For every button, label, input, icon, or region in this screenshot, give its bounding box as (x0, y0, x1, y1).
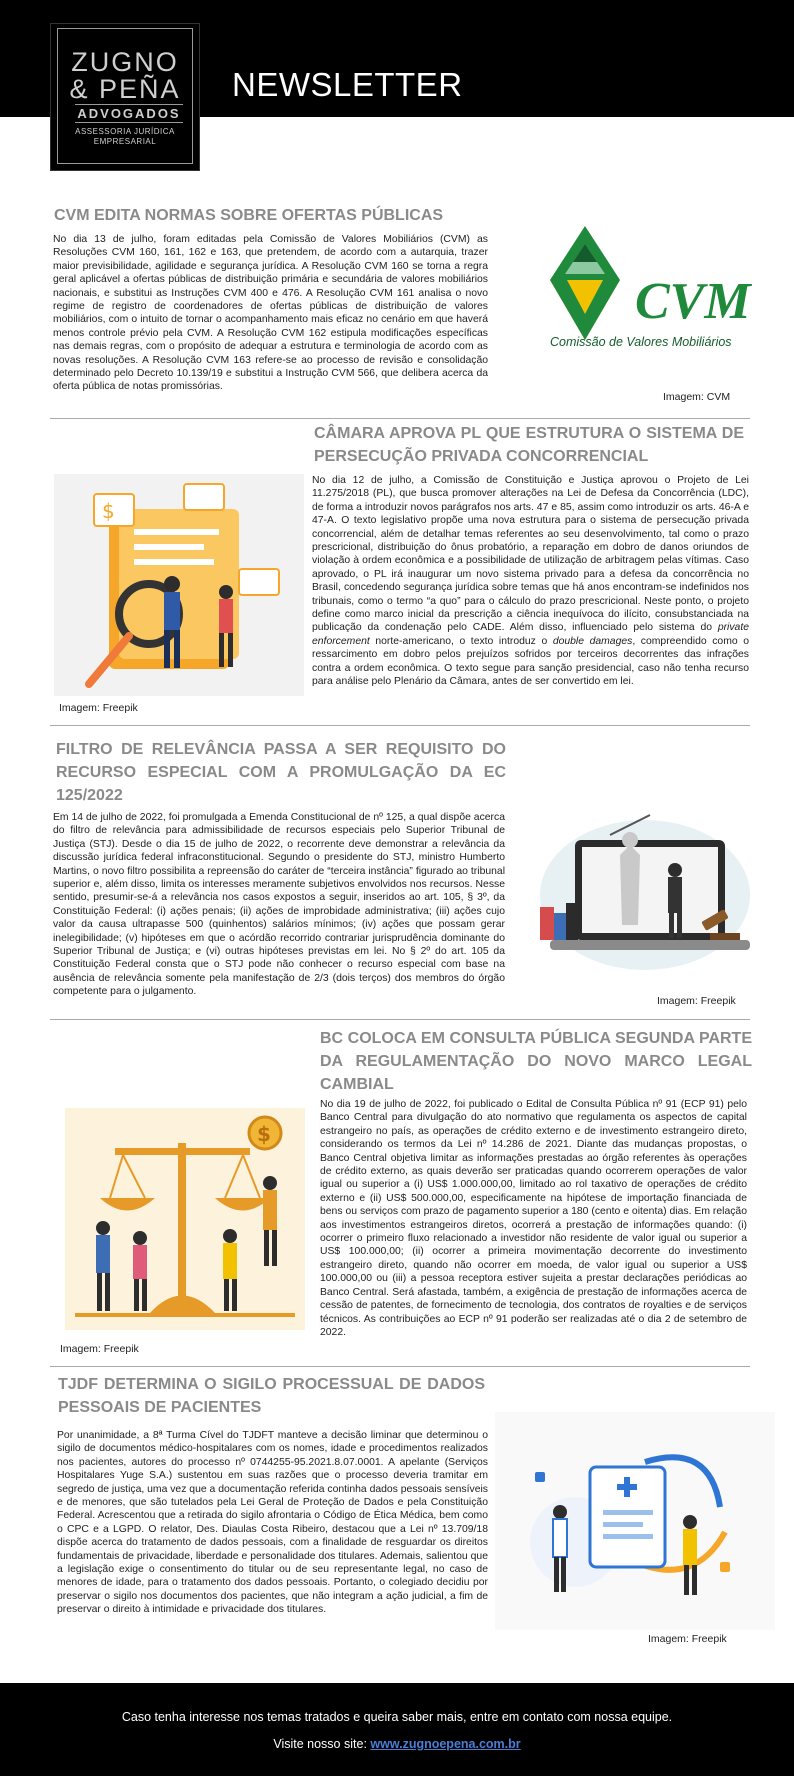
article-2-body-italic-1: private enforcement (312, 622, 749, 647)
article-5-body: Por unanimidade, a 8ª Turma Cível do TJDFT manteve a decisão liminar que determinou o sigilo de documentos médico-hospitalares com os nomes, idade e procedimentos realizados nos pacientes, autores do processo nº 0744255-95.2021.8.07.0001. A apelante (Serviços Hospitalares Yuge S.A.) sustentou em suas razões que o processo deveria tramitar em segredo de justiça, uma vez que a documentação referida continha dados pessoais sensíveis e de menores, que são tutelados pela Lei Geral de Proteção de Dados e pela Constituição Federal. Acrescentou que a retirada do sigilo afrontaria o Código de Ética Médica, bem como o CPC e a LGPD. O relator, Des. Diaulas Costa Ribeiro, destacou que a Lei nº 13.709/18 dispõe acerca do tratamento de dados pessoais, com a finalidade de resguardar os direitos fundamentais de privacidade, liberdade e personalidade dos titulares. Ademais, salientou que a legislação exige o consentimento do titular ou de seu representante legal, no caso de menores de idade, para o tratamento dos dados pessoais. Portanto, o colegiado decidiu por preservar o sigilo nos documentos dos pacientes, que não integram a ação judicial, a fim de preservar o direito à intimidade e privacidade dos titulares. (57, 1430, 488, 1616)
balance-scale-icon (65, 1108, 305, 1330)
article-4-title: BC COLOCA EM CONSULTA PÚBLICA SEGUNDA PARTE DA REGULAMENTAÇÃO DO NOVO MARCO LEGAL CAMBIAL (320, 1030, 752, 1093)
footer-site-prefix: Visite nosso site: (273, 1737, 371, 1751)
documents-magnifier-icon (54, 474, 304, 696)
competition-law-illustration (54, 474, 304, 696)
footer-site-line (0, 1737, 794, 1751)
cvm-logo-icon (545, 222, 760, 357)
article-3-body: Em 14 de julho de 2022, foi promulgada a Emenda Constitucional de nº 125, a qual dispõe acerca do filtro de relevância para admissibilidade de recursos especiais pelo Superior Tribunal de Justiça (STJ). Desde o dia 15 de julho de 2022, o recorrente deve demonstrar a relevância da discussão jurídica federal infraconstitucional. Segundo o presidente do STJ, ministro Humberto Martins, o novo filtro possibilita a repreensão do caráter de “terceira instância” figurado ao tribunal superior e, além disso, limita os interesses meramente subjetivos envolvidos nos recursos. Nesse sentido, presumir-se-á a relevância nos casos expostos a seguir, inseridos ao art. 105, § 3º, da Constituição Federal: (i) ações penais; (ii) ações de improbidade administrativa; (iii) ações cujo valor da causa ultrapasse 500 (quinhentos) salários mínimos; (iv) ações que possam gerar inelegibilidade; (v) hipóteses em que o acórdão recorrido contrariar jurisprudência dominante do Superior Tribunal de Justiça; e (vi) outras hipóteses previstas em lei. No § 2º do art. 105 da Constituição Federal consta que o STJ pode não conhecer o recurso especial com base na ausência de relevância somente pela manifestação de 2/3 (dois terços) dos membros do órgão competente para o julgamento. (53, 812, 505, 998)
divider-4 (50, 1366, 750, 1367)
logo-line-3: ADVOGADOS (75, 104, 183, 123)
medical-report-icon (495, 1412, 775, 1630)
exchange-regulation-illustration (65, 1108, 305, 1330)
company-logo (50, 23, 200, 171)
coin-symbol: $ (257, 1122, 271, 1146)
article-2-title: CÂMARA APROVA PL QUE ESTRUTURA O SISTEMA DE PERSECUÇÃO PRIVADA CONCORRENCIAL (314, 425, 744, 465)
article-2-body-part-1: No dia 12 de julho, a Comissão de Constituição e Justiça aprovou o Projeto de Lei 11.275/2018 (PL), que busca promover alterações na Lei de Defesa da Concorrência (LDC), de forma a introduzir novos parágrafos nos arts. 47 e 85, assim como introduzir os arts. 46-A e 47-A. O texto legislativo propõe uma nova estrutura para o sistema de persecução privada concorrencial, além de detalhar temas referentes ao seu desenvolvimento, tal como o prazo prescricional, distribuição do ônus probatório, a reparação em dobro de danos oriundos de violação à ordem econômica e a possibilidade de utilização de arbitragem pelas vítimas. Caso aprovado, o PL irá inaugurar um novo sistema privado para a defesa da concorrência no Brasil, concedendo segurança jurídica sobre temas que há anos encontram-se indefinidos nos tribunais, como o termo “a quo” para o cálculo do prazo prescricional. Neste ponto, o projeto define como marco inicial da prescrição a ciência inequívoca do ilícito, consubstanciada na publicação da condenação pelo CADE. Além disso, influenciado pelo sistema do (312, 475, 749, 634)
website-link[interactable]: www.zugnoepena.com.br (370, 1737, 521, 1751)
article-2-body-part-2: norte-americano, o texto introduz o (369, 635, 553, 647)
article-3-caption: Imagem: Freepik (657, 995, 736, 1007)
divider-2 (50, 725, 750, 726)
article-3-title: FILTRO DE RELEVÂNCIA PASSA A SER REQUISITO DO RECURSO ESPECIAL COM A PROMULGAÇÃO DA EC 125/2022 (56, 741, 506, 804)
article-1-title: CVM EDITA NORMAS SOBRE OFERTAS PÚBLICAS (54, 207, 444, 224)
footer-bar (0, 1683, 794, 1776)
newsletter-title: NEWSLETTER (232, 66, 463, 103)
logo-line-2: & PEÑA (69, 74, 181, 104)
cvm-logo-text: CVM (635, 273, 751, 330)
medical-data-illustration (495, 1412, 775, 1630)
logo-frame (57, 28, 193, 164)
article-5-title: TJDF DETERMINA O SIGILO PROCESSUAL DE DADOS PESSOAIS DE PACIENTES (58, 1376, 485, 1416)
scales-laptop-icon (530, 795, 760, 980)
article-1-body: No dia 13 de julho, foram editadas pela Comissão de Valores Mobiliários (CVM) as Resoluções CVM 160, 161, 162 e 163, que pretendem, de acordo com a autarquia, trazer maior previsibilidade, agilidade e segurança jurídica. A Resolução CVM 160 se torna a regra geral aplicável a ofertas públicas de distribuição primária e secundária de valores mobiliários nacionais, e substitui as Instruções CVM 400 e 476. A Resolução CVM 161 analisa o novo regime de registro de coordenadores de ofertas públicas de distribuição de valores mobiliários, com o intuito de tornar o acompanhamento mais eficaz no cenário em que haverá menos controle prévio pela CVM. A Resolução CVM 162 estipula modificações específicas nas demais regras, com o propósito de adequar a estrutura e terminologia de acordo com as novas resoluções. A Resolução CVM 163 refere-se ao processo de revisão e consolidação determinado pelo Decreto 10.139/19 e substitui a Instrução CVM 566, que delibera acerca da oferta pública de notas promissórias. (53, 234, 488, 393)
article-1-caption: Imagem: CVM (663, 391, 731, 403)
article-4-caption: Imagem: Freepik (60, 1343, 139, 1355)
footer-contact-text: Caso tenha interesse nos temas tratados e queira saber mais, entre em contato com nossa equipe. (121, 1710, 673, 1724)
logo-line-4: ASSESSORIA JURÍDICA (75, 127, 175, 136)
justice-laptop-illustration (530, 795, 760, 980)
divider-1 (50, 418, 750, 419)
cvm-logo-image (545, 222, 760, 357)
logo-line-5: EMPRESARIAL (93, 137, 157, 146)
article-2-body (312, 474, 749, 689)
svg-text:$: $ (102, 499, 115, 523)
article-2-body-italic-2: double damages (552, 635, 633, 647)
article-2-caption: Imagem: Freepik (59, 702, 138, 714)
article-4-body: No dia 19 de julho de 2022, foi publicado o Edital de Consulta Pública nº 91 (ECP 91) pelo Banco Central para divulgação do ato normativo que regulamenta os aspectos de capital estrangeiro no país, as operações de crédito externo e de investimento estrangeiro direto, considerando os termos da Lei nº 14.286 de 2021. Diante das mudanças propostas, o Banco Central objetiva limitar as informações prestadas ao órgão referentes às operações de crédito externo, as quais deverão ser praticadas quando ocorrerem operações de valor igual ou superior a (i) US$ 1.000.000,00, limitado ao rol taxativo de operações de crédito externo e (ii) US$ 500.000,00, especificamente na hipótese de importação financiada de bens ou serviços com prazo de pagamento superior a 180 (cento e oitenta) dias. Em relação aos investimentos estrangeiros diretos, ocorrerá a prestação de informações quando: (i) ocorrer o primeiro fluxo relacionado a investidor não residente de valor igual ou superior a US$ 100.000,00; (ii) ocorrer a primeira movimentação decorrente do investimento estrangeiro direto, quando não ocorrer em moeda, de valor igual ou superior a US$ 100.000,00 ou (iii) a pessoa receptora estiver sujeita a prestar declarações periódicas ao Banco Central. Será afastada, também, a exigência de prestação de informações acerca de cessão de patentes, de fornecimento de tecnologia, dos contratos de royalties e de serviços técnicos. As contribuições ao ECP nº 91 poderão ser realizadas até o dia 2 de setembro de 2022. (320, 1099, 747, 1338)
cvm-logo-subtitle: Comissão de Valores Mobiliários (550, 335, 732, 349)
article-5-caption: Imagem: Freepik (648, 1633, 727, 1645)
article-2-body-part-3: , compreendido como o ressarcimento em dobro pelos prejuízos sofridos por terceiros decorrentes das infrações contra a ordem econômica. O texto segue para sanção presidencial, caso não tenha recurso para análise pelo Plenário da Câmara, antes de ser convertido em lei. (312, 635, 749, 688)
divider-3 (50, 1019, 750, 1020)
logo-line-1: ZUGNO (71, 47, 179, 77)
